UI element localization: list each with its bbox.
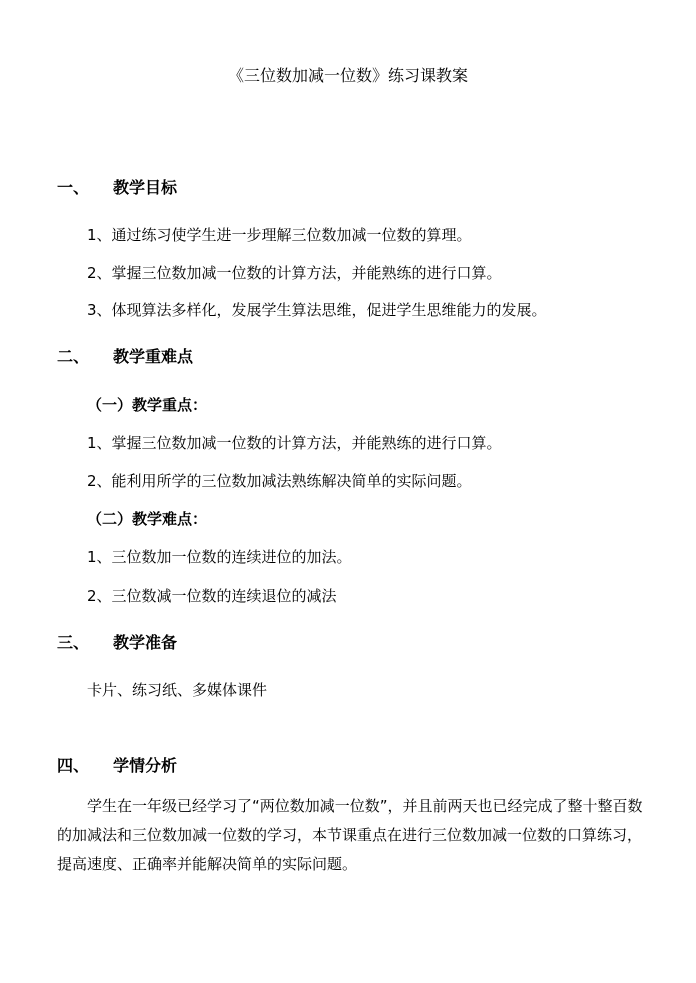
objective-item-3: 3、体现算法多样化，发展学生算法思维，促进学生思维能力的发展。 (87, 301, 547, 319)
focus-item-1: 1、掌握三位数加减一位数的计算方法，并能熟练的进行口算。 (87, 434, 502, 452)
objective-item-1: 1、通过练习使学生进一步理解三位数加减一位数的算理。 (87, 226, 472, 244)
section-number: 四、 (57, 756, 90, 775)
section-number: 三、 (57, 633, 90, 652)
section-title: 教学重难点 (113, 347, 194, 366)
subsection-heading-focus: （一）教学重点： (87, 396, 208, 414)
focus-item-2: 2、能利用所学的三位数加减法熟练解决简单的实际问题。 (87, 472, 472, 490)
section-number: 二、 (57, 347, 90, 366)
section-heading-key-points (57, 347, 193, 367)
section-title: 教学准备 (113, 633, 178, 652)
section-title: 教学目标 (113, 178, 178, 197)
section-title: 学情分析 (113, 756, 178, 775)
preparation-text: 卡片、练习纸、多媒体课件 (87, 681, 268, 699)
section-heading-analysis (57, 756, 177, 776)
document-title: 《三位数加减一位数》练习课教案 (227, 66, 468, 85)
section-heading-objectives (57, 178, 177, 198)
difficulty-item-1: 1、三位数加一位数的连续进位的加法。 (87, 548, 352, 566)
section-number: 一、 (57, 178, 90, 197)
section-heading-preparation (57, 633, 177, 653)
objective-item-2: 2、掌握三位数加减一位数的计算方法，并能熟练的进行口算。 (87, 264, 502, 282)
difficulty-item-2: 2、三位数减一位数的连续退位的减法 (87, 587, 337, 605)
subsection-heading-difficulty: （二）教学难点： (87, 510, 208, 528)
analysis-paragraph: 学生在一年级已经学习了“两位数加减一位数”，并且前两天也已经完成了整十整百数的加减法和三位数加减一位数的学习，本节课重点在进行三位数加减一位数的口算练习，提高速度、正确率并能解决简单的实际问题。 (57, 797, 643, 873)
